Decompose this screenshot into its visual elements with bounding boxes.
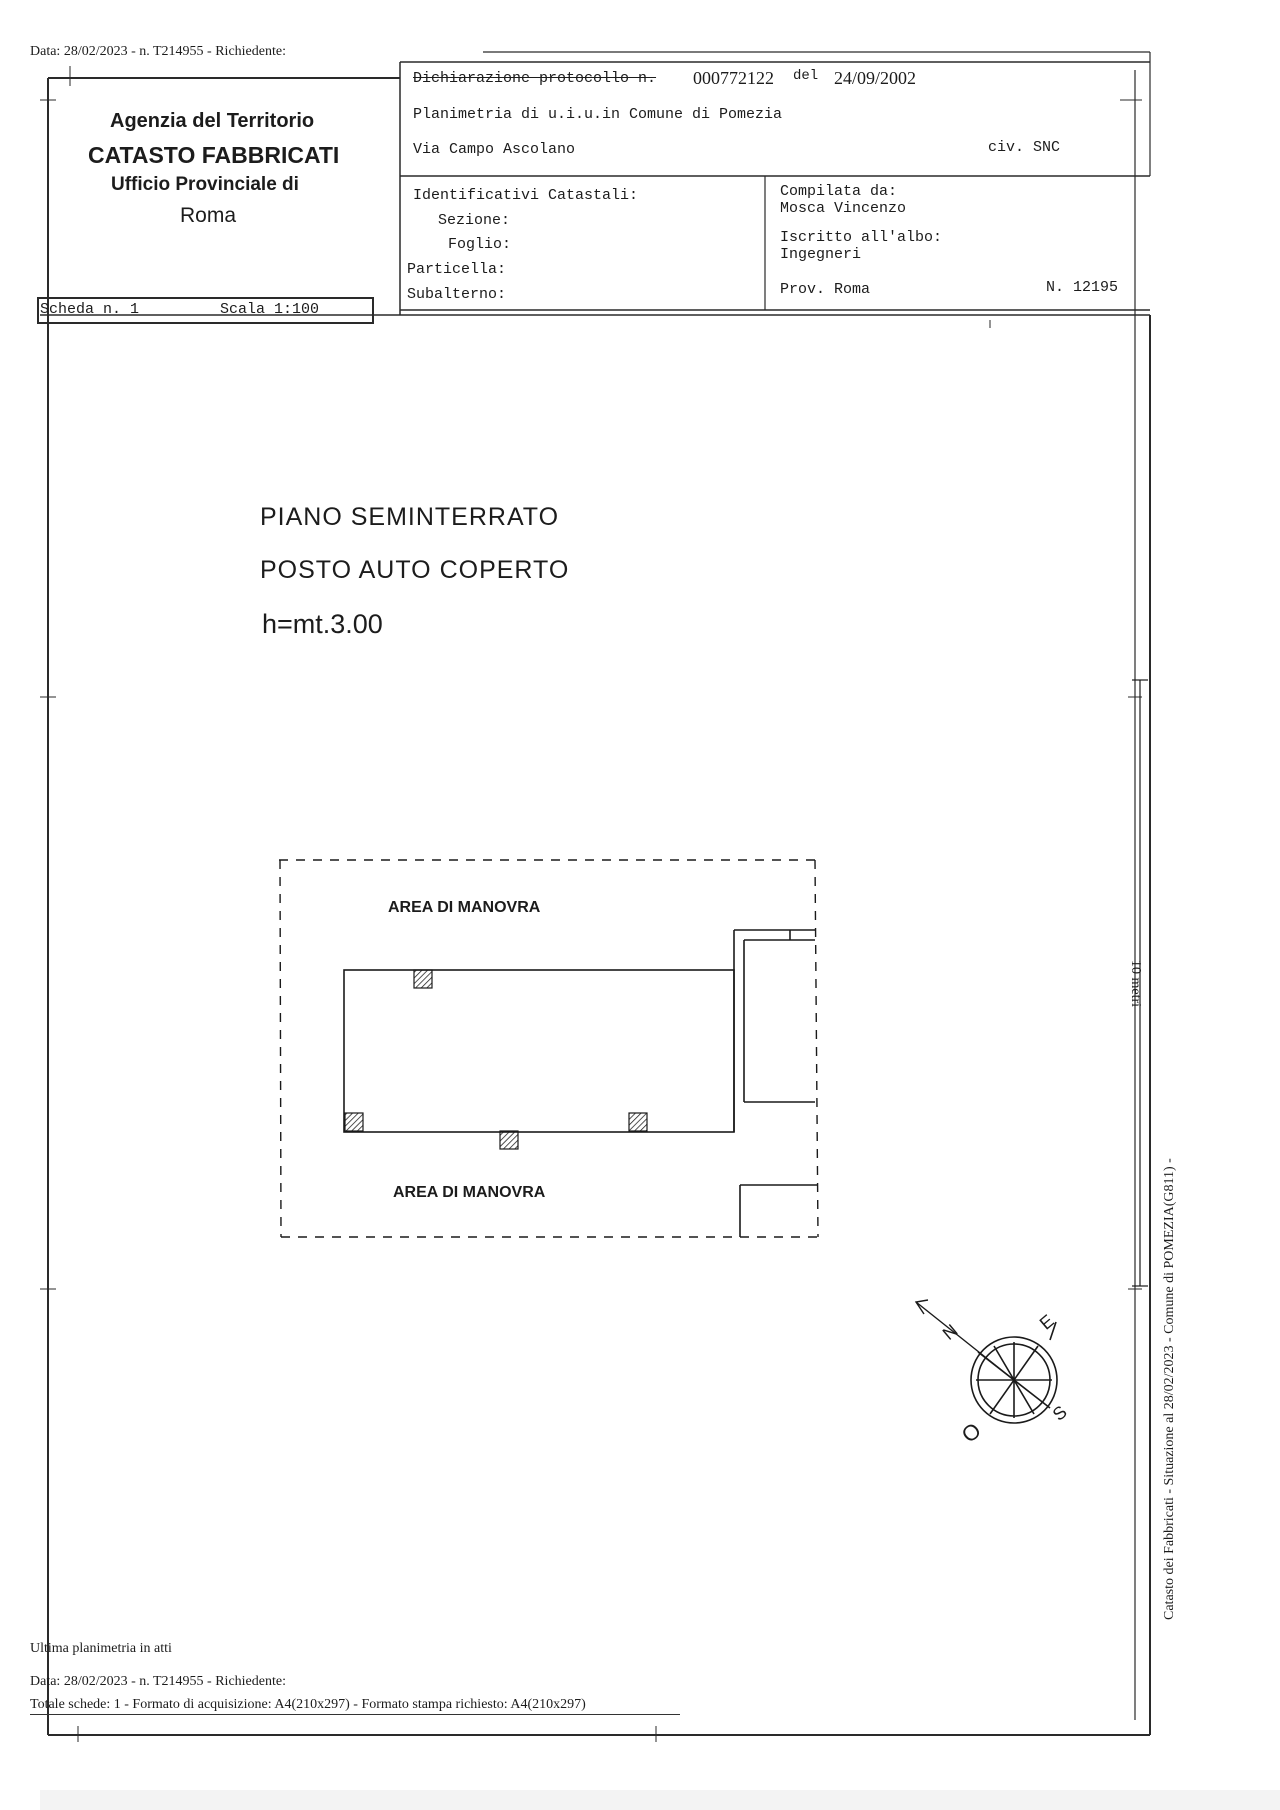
page-bottom-strip bbox=[40, 1790, 1280, 1810]
protocol-number: 000772122 bbox=[693, 68, 774, 88]
footer-data: Data: 28/02/2023 - n. T214955 - Richiedente: bbox=[30, 1674, 286, 1689]
top-stamp: Data: 28/02/2023 - n. T214955 - Richiedente: bbox=[30, 44, 286, 59]
office-city: Roma bbox=[180, 204, 237, 227]
address: Via Campo Ascolano bbox=[413, 141, 576, 158]
area-label-bottom: AREA DI MANOVRA bbox=[393, 1184, 546, 1201]
pillar bbox=[629, 1113, 647, 1131]
compilata-label: Compilata da: bbox=[780, 183, 898, 200]
plan-title-use: POSTO AUTO COPERTO bbox=[260, 556, 570, 584]
compass-o: O bbox=[956, 1417, 986, 1448]
scale-label: Scala 1:100 bbox=[220, 301, 320, 318]
scheda-number: Scheda n. 1 bbox=[40, 301, 140, 318]
footer-ultima: Ultima planimetria in atti bbox=[30, 1641, 172, 1656]
registration-number: N. 12195 bbox=[1046, 279, 1119, 296]
pillar bbox=[345, 1113, 363, 1131]
identificativi-label: Identificativi Catastali: bbox=[413, 187, 639, 204]
plan-title-floor: PIANO SEMINTERRATO bbox=[260, 503, 560, 531]
protocol-del: del bbox=[793, 68, 819, 84]
foglio-label: Foglio: bbox=[448, 236, 512, 253]
compass-e: E bbox=[1035, 1310, 1058, 1334]
compass-s: S bbox=[1048, 1401, 1071, 1425]
pillar bbox=[500, 1131, 518, 1149]
catasto-title: CATASTO FABBRICATI bbox=[88, 142, 340, 168]
compass-n: N bbox=[938, 1320, 962, 1344]
sezione-label: Sezione: bbox=[438, 212, 511, 229]
subalterno-label: Subalterno: bbox=[407, 286, 507, 303]
side-note: Catasto dei Fabbricati - Situazione al 28/02/2023 - Comune di POMEZIA(G811) - bbox=[1162, 1158, 1177, 1620]
protocol-date: 24/09/2002 bbox=[834, 68, 917, 88]
footer-rule bbox=[30, 1714, 680, 1715]
planimetria-title: Planimetria di u.i.u.in Comune di Pomezia bbox=[413, 106, 783, 123]
iscritto-label: Iscritto all'albo: bbox=[780, 229, 943, 246]
province: Prov. Roma bbox=[780, 281, 871, 298]
civic-number: civ. SNC bbox=[988, 139, 1061, 156]
area-label-top: AREA DI MANOVRA bbox=[388, 899, 541, 916]
protocol-label: Dichiarazione protocollo n. bbox=[413, 70, 657, 87]
particella-label: Particella: bbox=[407, 261, 507, 278]
office-name: Ufficio Provinciale di bbox=[111, 174, 299, 195]
agency-name: Agenzia del Territorio bbox=[110, 110, 315, 132]
pillar bbox=[414, 970, 432, 988]
scale-bar-label: 10 metri bbox=[1128, 960, 1143, 1008]
compilata-name: Mosca Vincenzo bbox=[780, 200, 907, 217]
plan-height: h=mt.3.00 bbox=[262, 609, 383, 639]
footer-totale: Totale schede: 1 - Formato di acquisizione: A4(210x297) - Formato stampa richiesto: A4(210x297) bbox=[30, 1697, 586, 1712]
iscritto-value: Ingegneri bbox=[780, 246, 862, 263]
